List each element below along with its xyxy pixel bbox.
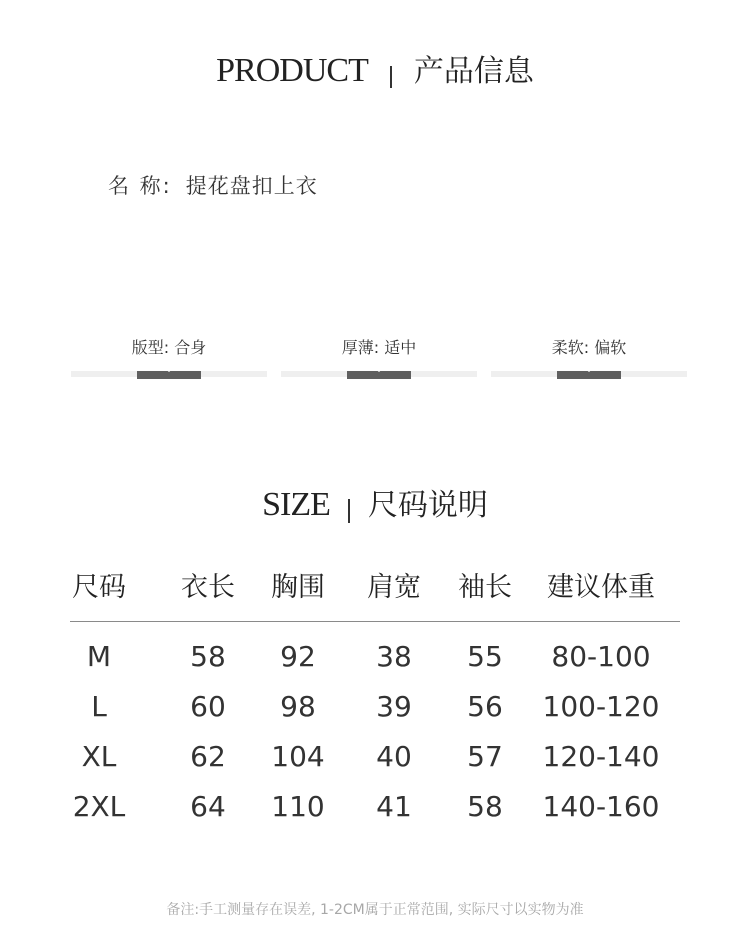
table-row xyxy=(70,782,680,832)
attribute-softness-text xyxy=(491,335,687,358)
cell-length: 60 xyxy=(190,690,226,723)
size-section-title xyxy=(0,480,750,524)
title-separator xyxy=(348,499,350,523)
size-table-header xyxy=(70,565,680,615)
attribute-thickness-text xyxy=(281,335,477,358)
attribute-thickness-value: 适中 xyxy=(384,338,417,357)
attribute-softness xyxy=(491,335,687,385)
cell-size: XL xyxy=(81,740,117,773)
header-sleeve: 袖长 xyxy=(458,572,512,603)
table-row xyxy=(70,732,680,782)
title-separator xyxy=(390,66,392,88)
attribute-thickness-marker xyxy=(347,371,411,379)
cell-chest: 98 xyxy=(280,690,316,723)
cell-length: 64 xyxy=(190,790,226,823)
cell-chest: 104 xyxy=(271,740,325,773)
product-title-en: PRODUCT xyxy=(216,52,368,89)
attribute-fit-value: 合身 xyxy=(174,338,207,357)
product-name-label: 名 称: xyxy=(108,174,172,198)
attribute-thickness xyxy=(281,335,477,385)
size-title-cn: 尺码说明 xyxy=(367,488,488,523)
product-name-value: 提花盘扣上衣 xyxy=(185,174,318,198)
cell-chest: 110 xyxy=(271,790,325,823)
cell-sleeve: 55 xyxy=(467,640,503,673)
header-chest: 胸围 xyxy=(271,572,325,603)
product-section-title xyxy=(0,46,750,90)
header-shoulder: 肩宽 xyxy=(367,572,421,603)
header-weight: 建议体重 xyxy=(547,572,655,603)
product-title-cn: 产品信息 xyxy=(413,54,534,89)
cell-weight: 80-100 xyxy=(551,640,651,673)
measurement-note: 备注:手工测量存在误差, 1-2CM属于正常范围, 实际尺寸以实物为准 xyxy=(166,902,584,918)
cell-sleeve: 56 xyxy=(467,690,503,723)
cell-shoulder: 41 xyxy=(376,790,412,823)
cell-shoulder: 40 xyxy=(376,740,412,773)
cell-length: 62 xyxy=(190,740,226,773)
attribute-fit-marker xyxy=(137,371,201,379)
cell-sleeve: 57 xyxy=(467,740,503,773)
attribute-fit-notch xyxy=(164,368,174,372)
cell-length: 58 xyxy=(190,640,226,673)
attribute-softness-value: 偏软 xyxy=(594,338,627,357)
product-name-row xyxy=(108,170,318,200)
table-row xyxy=(70,632,680,682)
attribute-thickness-label: 厚薄: xyxy=(341,338,380,357)
attribute-fit xyxy=(71,335,267,385)
size-title-en: SIZE xyxy=(262,486,330,523)
cell-shoulder: 39 xyxy=(376,690,412,723)
attribute-softness-marker xyxy=(557,371,621,379)
attribute-fit-label: 版型: xyxy=(131,338,170,357)
cell-sleeve: 58 xyxy=(467,790,503,823)
cell-size: L xyxy=(91,690,107,723)
cell-chest: 92 xyxy=(280,640,316,673)
attribute-softness-notch xyxy=(584,368,594,372)
attribute-fit-text xyxy=(71,335,267,358)
attribute-thickness-notch xyxy=(374,368,384,372)
table-row xyxy=(70,682,680,732)
header-length: 衣长 xyxy=(181,572,235,603)
cell-shoulder: 38 xyxy=(376,640,412,673)
size-table xyxy=(70,565,680,832)
cell-weight: 100-120 xyxy=(542,690,660,723)
cell-size: M xyxy=(86,640,112,673)
header-size: 尺码 xyxy=(72,572,126,603)
attribute-softness-label: 柔软: xyxy=(551,338,590,357)
cell-weight: 140-160 xyxy=(542,790,660,823)
table-divider xyxy=(70,621,680,622)
cell-size: 2XL xyxy=(72,790,126,823)
cell-weight: 120-140 xyxy=(542,740,660,773)
